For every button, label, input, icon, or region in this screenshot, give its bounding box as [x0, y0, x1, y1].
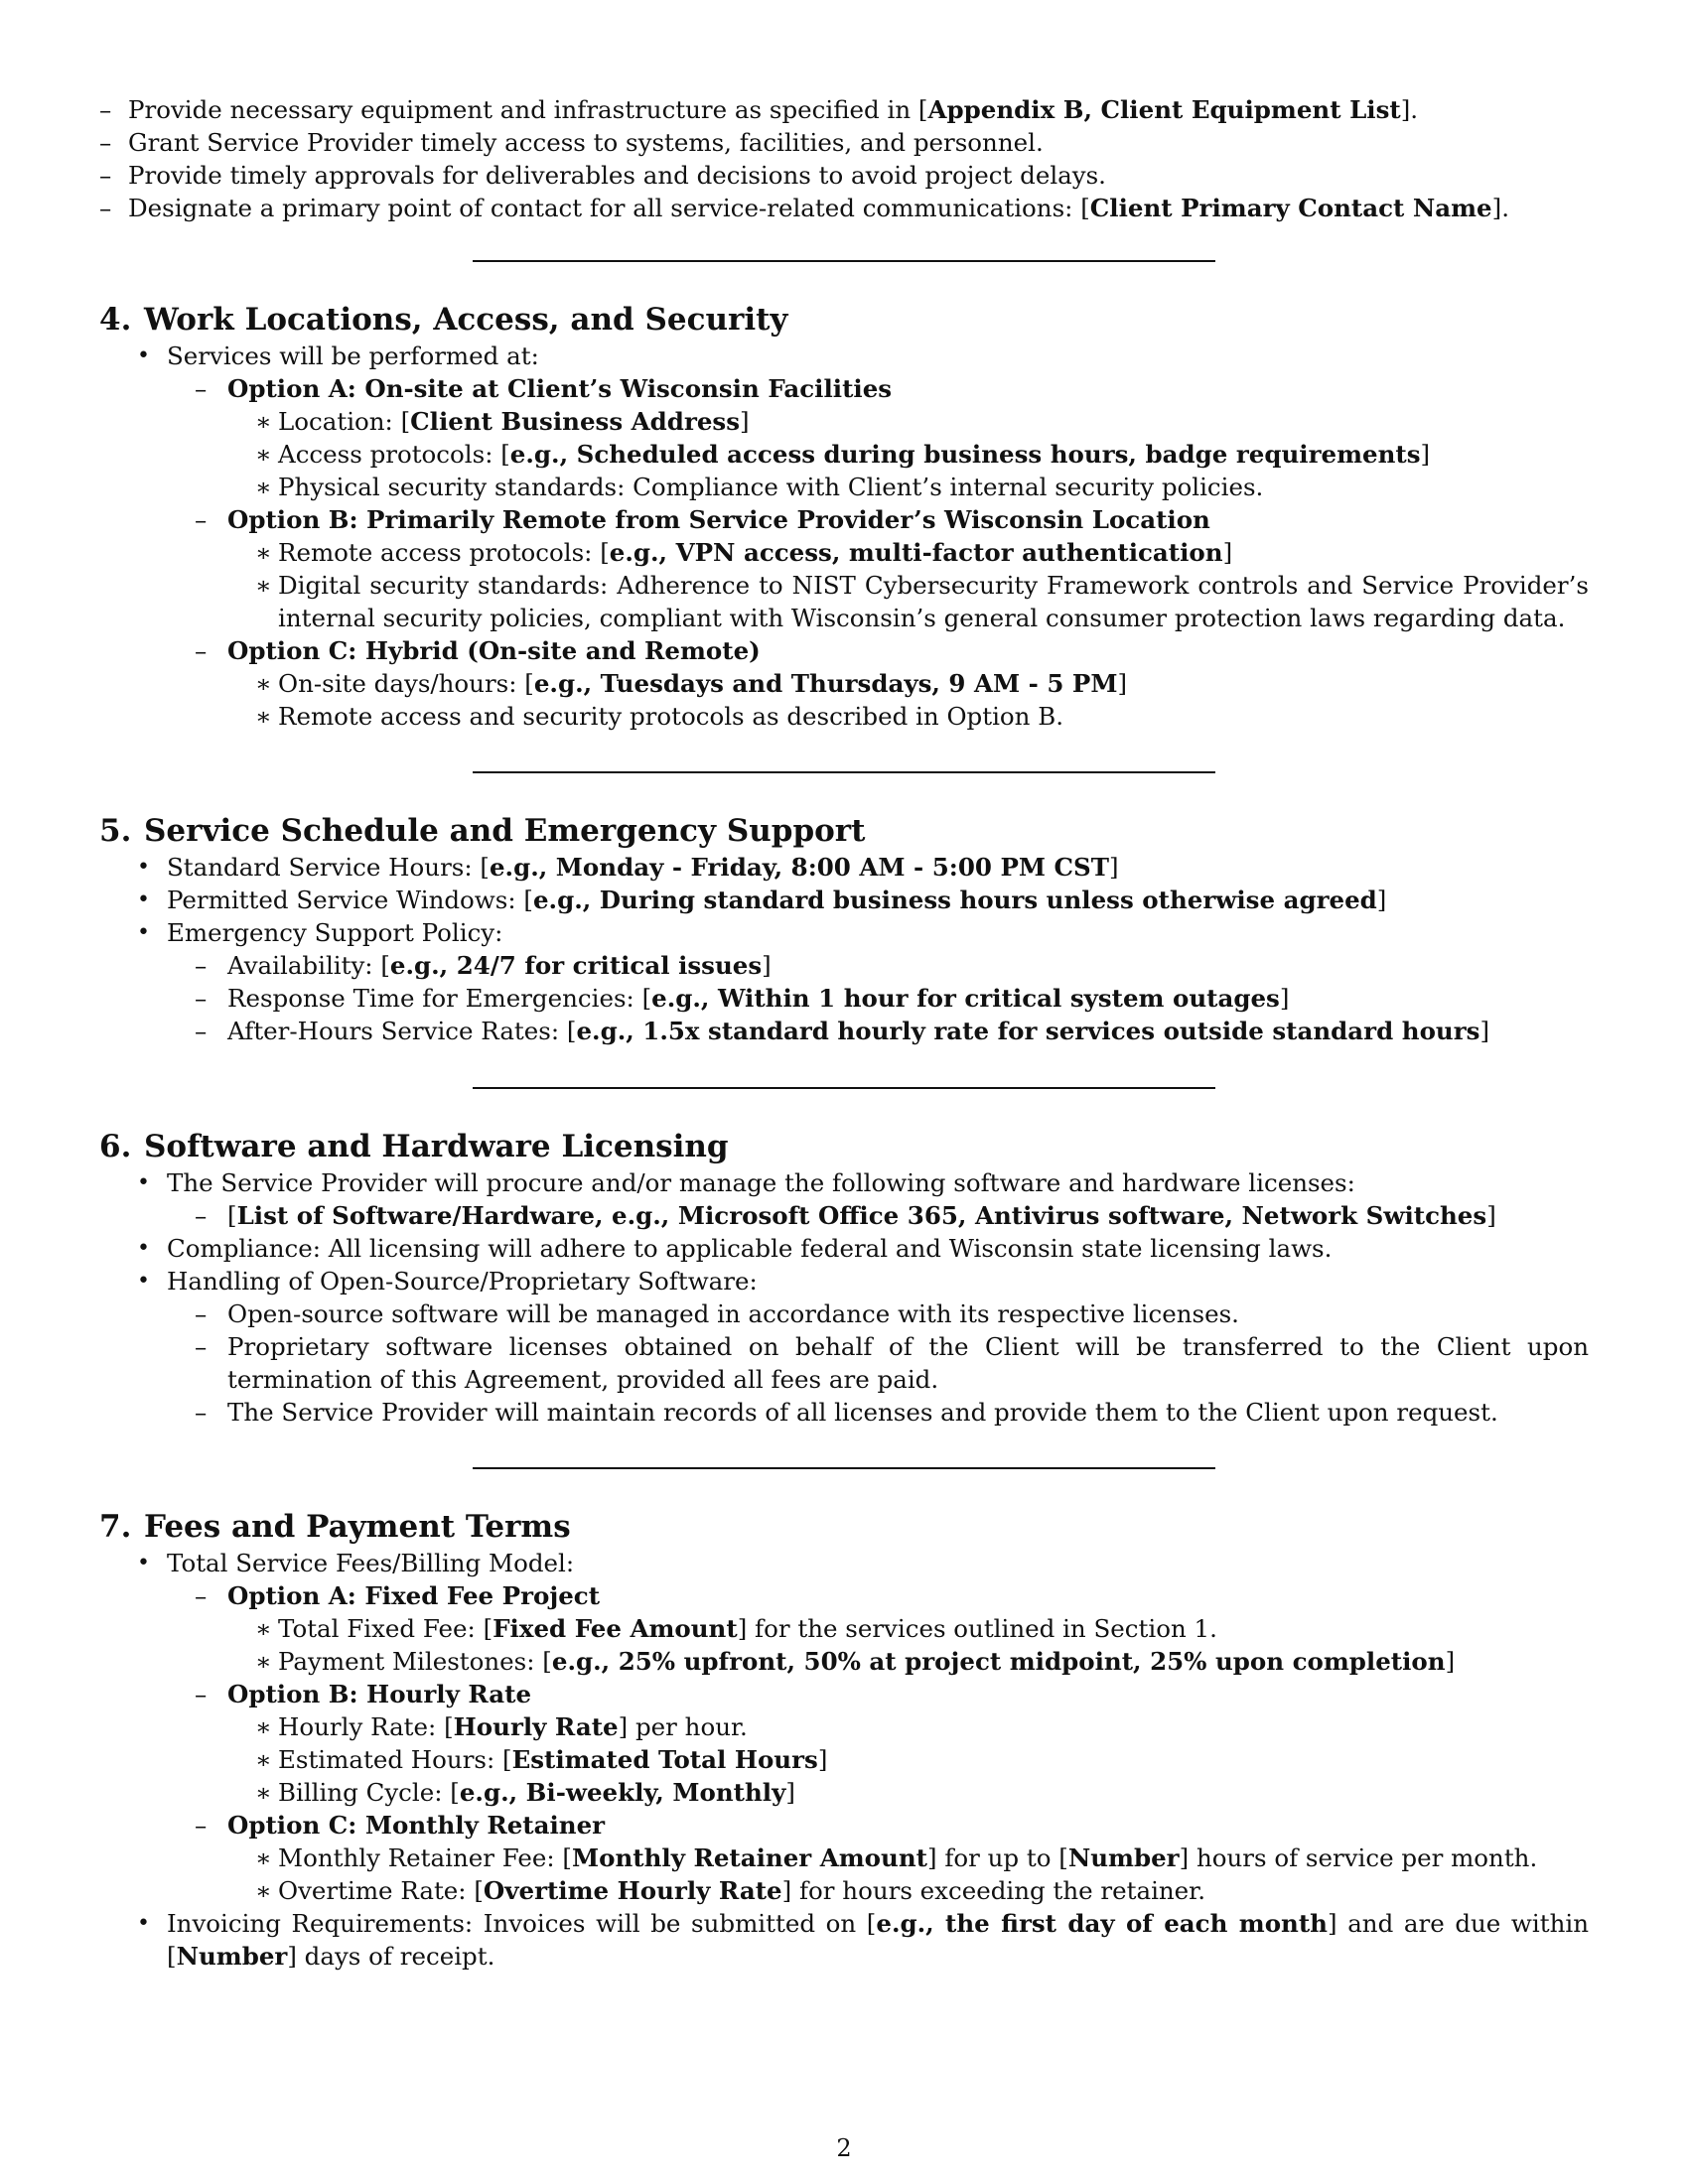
bullet-marker: • — [137, 1551, 150, 1575]
list-item: – [List of Software/Hardware, e.g., Microsoft Office 365, Antivirus software, Network Switches] — [195, 1201, 1496, 1230]
list-item: • Emergency Support Policy: – Availability: [e.g., 24/7 for critical issues] – Response Time for Emergencies: [e.g., Within 1 hour for critical system outages] – After-Hours Service Rates: [e.g., 1.5x standard hourly rate for services outside standard hours] — [99, 916, 1589, 1047]
star-marker: ∗ — [255, 702, 272, 731]
list-item: – Grant Service Provider timely access to systems, facilities, and personnel. — [99, 128, 1044, 157]
star-marker: ∗ — [255, 1876, 272, 1905]
star-marker: ∗ — [255, 571, 272, 600]
list-item: – Open-source software will be managed in accordance with its respective licenses. — [195, 1299, 1239, 1328]
document-page — [99, 93, 1589, 1973]
bullet-marker: • — [137, 1170, 150, 1195]
list-item: – Option C: Hybrid (On-site and Remote) ∗ On-site days/hours: [e.g., Tuesdays and Thursdays, 9 AM - 5 PM] ∗ Remote access and security protocols as described in Option B. — [167, 634, 1589, 733]
list-item: • Services will be performed at: – Option A: On-site at Client’s Wisconsin Facilities ∗ Location: [Client Business Address] ∗ Access protocols: [e.g., Scheduled access during business hours, badge requirements] ∗ Physical security standards: Compliance with Client’s internal security policies. – Option B: Primarily Remote from Service Provider’s Wisconsin Location ∗ Remote access protocols: [e.g., VPN access, multi-factor authentication] ∗ Digital security standards: Adherence to NIST Cybersecurity Framework controls and Service Provider’s internal security policies, compliant with Wisconsin’s general consumer protection laws regarding data. – Option C: Hybrid (On-site and Remote) ∗ On-site days/hours: [e.g., Tuesdays and Thursdays, 9 AM - 5 PM] ∗ Remote access and security protocols as described in Option B. — [137, 341, 1589, 731]
dash-marker: – — [99, 194, 112, 222]
star-marker: ∗ — [255, 1843, 272, 1872]
list-item: ∗ Digital security standards: Adherence to NIST Cybersecurity Framework controls and Service Provider’s internal security policies, compliant with Wisconsin’s general consumer protection laws regarding data. — [255, 571, 1589, 632]
dash-marker: – — [195, 374, 208, 403]
bullet-marker: • — [137, 1911, 150, 1936]
list-item: ∗ Hourly Rate: [Hourly Rate] per hour. — [255, 1712, 748, 1741]
star-marker: ∗ — [255, 407, 272, 436]
star-marker: ∗ — [255, 1778, 272, 1807]
list-item: • Permitted Service Windows: [e.g., During standard business hours unless otherwise agreed] — [137, 886, 1387, 914]
list-item: – Option A: Fixed Fee Project ∗ Total Fixed Fee: [Fixed Fee Amount] for the services outlined in Section 1. ∗ Payment Milestones: [e.g., 25% upfront, 50% at project midpoint, 25% upon completion] — [167, 1579, 1589, 1678]
section-heading: 4. Work Locations, Access, and Security — [99, 302, 788, 338]
dash-marker: – — [99, 128, 112, 157]
dash-marker: – — [195, 1581, 208, 1610]
section-7-list — [99, 1547, 1589, 1973]
dash-marker: – — [195, 505, 208, 534]
list-item: – Availability: [e.g., 24/7 for critical issues] — [195, 951, 772, 980]
star-marker: ∗ — [255, 440, 272, 469]
dash-marker: – — [195, 1017, 208, 1045]
list-item: • Invoicing Requirements: Invoices will be submitted on [e.g., the first day of each month] and are due within [Number] days of receipt. — [137, 1909, 1589, 1971]
list-item: – Provide necessary equipment and infrastructure as specified in [Appendix B, Client Equipment List]. — [99, 95, 1419, 124]
list-item: – Option B: Primarily Remote from Service Provider’s Wisconsin Location ∗ Remote access protocols: [e.g., VPN access, multi-factor authentication] ∗ Digital security standards: Adherence to NIST Cybersecurity Framework controls and Service Provider’s internal security policies, compliant with Wisconsin’s general consumer protection laws regarding data. — [195, 505, 1589, 632]
dash-marker: – — [195, 1398, 208, 1427]
dash-marker: – — [195, 636, 208, 665]
section-heading: 7. Fees and Payment Terms — [99, 1509, 571, 1545]
list-item: • Compliance: All licensing will adhere to applicable federal and Wisconsin state licensing laws. — [137, 1234, 1333, 1263]
star-marker: ∗ — [255, 1614, 272, 1643]
list-item: ∗ On-site days/hours: [e.g., Tuesdays and Thursdays, 9 AM - 5 PM] — [255, 669, 1128, 698]
section-5-list — [99, 851, 1589, 1047]
star-marker: ∗ — [255, 1712, 272, 1741]
list-item: – Proprietary software licenses obtained on behalf of the Client will be transferred to the Client upon termination of this Agreement, provided all fees are paid. — [195, 1332, 1589, 1394]
page-number: 2 — [836, 2134, 852, 2162]
dash-marker: – — [195, 1201, 208, 1230]
list-item: – Designate a primary point of contact for all service-related communications: [Client Primary Contact Name]. — [99, 194, 1509, 222]
list-item: ∗ Overtime Rate: [Overtime Hourly Rate] for hours exceeding the retainer. — [255, 1876, 1205, 1905]
list-item: – Option A: On-site at Client’s Wisconsin Facilities ∗ Location: [Client Business Address] ∗ Access protocols: [e.g., Scheduled access during business hours, badge requirements] ∗ Physical security standards: Compliance with Client’s internal security policies. — [167, 372, 1589, 503]
section-heading: 6. Software and Hardware Licensing — [99, 1129, 729, 1164]
list-item: – Provide timely approvals for deliverables and decisions to avoid project delays. — [99, 161, 1106, 190]
star-marker: ∗ — [255, 1647, 272, 1676]
star-marker: ∗ — [255, 1745, 272, 1774]
star-marker: ∗ — [255, 538, 272, 567]
list-item: ∗ Payment Milestones: [e.g., 25% upfront, 50% at project midpoint, 25% upon completion] — [255, 1647, 1456, 1676]
bullet-marker: • — [137, 887, 150, 912]
star-marker: ∗ — [255, 669, 272, 698]
section-divider — [473, 260, 1215, 262]
list-item: – After-Hours Service Rates: [e.g., 1.5x standard hourly rate for services outside standard hours] — [195, 1017, 1489, 1045]
list-item: – Option C: Monthly Retainer ∗ Monthly Retainer Fee: [Monthly Retainer Amount] for up to [Number] hours of service per month. ∗ Overtime Rate: [Overtime Hourly Rate] for hours exceeding the retainer. — [167, 1809, 1589, 1907]
list-item: • Standard Service Hours: [e.g., Monday - Friday, 8:00 AM - 5:00 PM CST] — [137, 853, 1119, 882]
section-6-list — [99, 1166, 1589, 1429]
dash-marker: – — [195, 984, 208, 1013]
list-item: – The Service Provider will maintain records of all licenses and provide them to the Client upon request. — [195, 1398, 1498, 1427]
list-item: • The Service Provider will procure and/or manage the following software and hardware licenses: – [List of Software/Hardware, e.g., Microsoft Office 365, Antivirus software, Network Switches] — [99, 1166, 1589, 1232]
list-item: ∗ Total Fixed Fee: [Fixed Fee Amount] for the services outlined in Section 1. — [255, 1614, 1217, 1643]
list-item: ∗ Access protocols: [e.g., Scheduled access during business hours, badge requirements] — [255, 440, 1431, 469]
list-item: ∗ Remote access protocols: [e.g., VPN access, multi-factor authentication] — [255, 538, 1233, 567]
section-divider — [473, 1467, 1215, 1469]
list-item: ∗ Location: [Client Business Address] — [255, 407, 750, 436]
dash-marker: – — [195, 1332, 208, 1361]
bullet-marker: • — [137, 1236, 150, 1261]
list-item: ∗ Remote access and security protocols as described in Option B. — [255, 702, 1064, 731]
list-item: – Response Time for Emergencies: [e.g., Within 1 hour for critical system outages] — [195, 984, 1290, 1013]
list-item: • Handling of Open-Source/Proprietary Software: – Open-source software will be managed in accordance with its respective licenses. – Proprietary software licenses obtained on behalf of the Client will be transferred to the Client upon termination of this Agreement, provided all fees are paid. – The Service Provider will maintain records of all licenses and provide them to the Client upon request. — [137, 1267, 1589, 1427]
section-divider — [473, 771, 1215, 773]
list-item: ∗ Monthly Retainer Fee: [Monthly Retainer Amount] for up to [Number] hours of service per month. — [255, 1843, 1538, 1872]
bullet-marker: • — [137, 1269, 150, 1294]
dash-marker: – — [99, 161, 112, 190]
dash-marker: – — [195, 951, 208, 980]
section-divider — [473, 1087, 1215, 1089]
dash-marker: – — [99, 95, 112, 124]
bullet-marker: • — [137, 920, 150, 945]
dash-marker: – — [195, 1811, 208, 1840]
list-item: • Total Service Fees/Billing Model: – Option A: Fixed Fee Project ∗ Total Fixed Fee: [Fixed Fee Amount] for the services outlined in Section 1. ∗ Payment Milestones: [e.g., 25% upfront, 50% at project midpoint, 25% upon completion] – Option B: Hourly Rate ∗ Hourly Rate: [Hourly Rate] per hour. ∗ Estimated Hours: [Estimated Total Hours] ∗ Billing Cycle: [e.g., Bi-weekly, Monthly] – Option C: Monthly Retainer ∗ Monthly Retainer Fee: [Monthly Retainer Amount] for up to [Number] hours of service per month. ∗ Overtime Rate: [Overtime Hourly Rate] for hours exceeding the retainer. — [99, 1547, 1589, 1907]
dash-marker: – — [195, 1680, 208, 1708]
bullet-marker: • — [137, 855, 150, 880]
list-item: – Option B: Hourly Rate ∗ Hourly Rate: [Hourly Rate] per hour. ∗ Estimated Hours: [Estimated Total Hours] ∗ Billing Cycle: [e.g., Bi-weekly, Monthly] — [167, 1678, 1589, 1809]
bullet-marker: • — [137, 343, 150, 368]
list-item: ∗ Billing Cycle: [e.g., Bi-weekly, Monthly] — [255, 1778, 795, 1807]
list-item: ∗ Estimated Hours: [Estimated Total Hours] — [255, 1745, 828, 1774]
dash-marker: – — [195, 1299, 208, 1328]
list-item: ∗ Physical security standards: Compliance with Client’s internal security policies. — [255, 473, 1264, 501]
section-heading: 5. Service Schedule and Emergency Support — [99, 813, 866, 849]
star-marker: ∗ — [255, 473, 272, 501]
section-4-list — [0, 340, 1589, 733]
client-responsibilities-list — [0, 93, 1589, 224]
